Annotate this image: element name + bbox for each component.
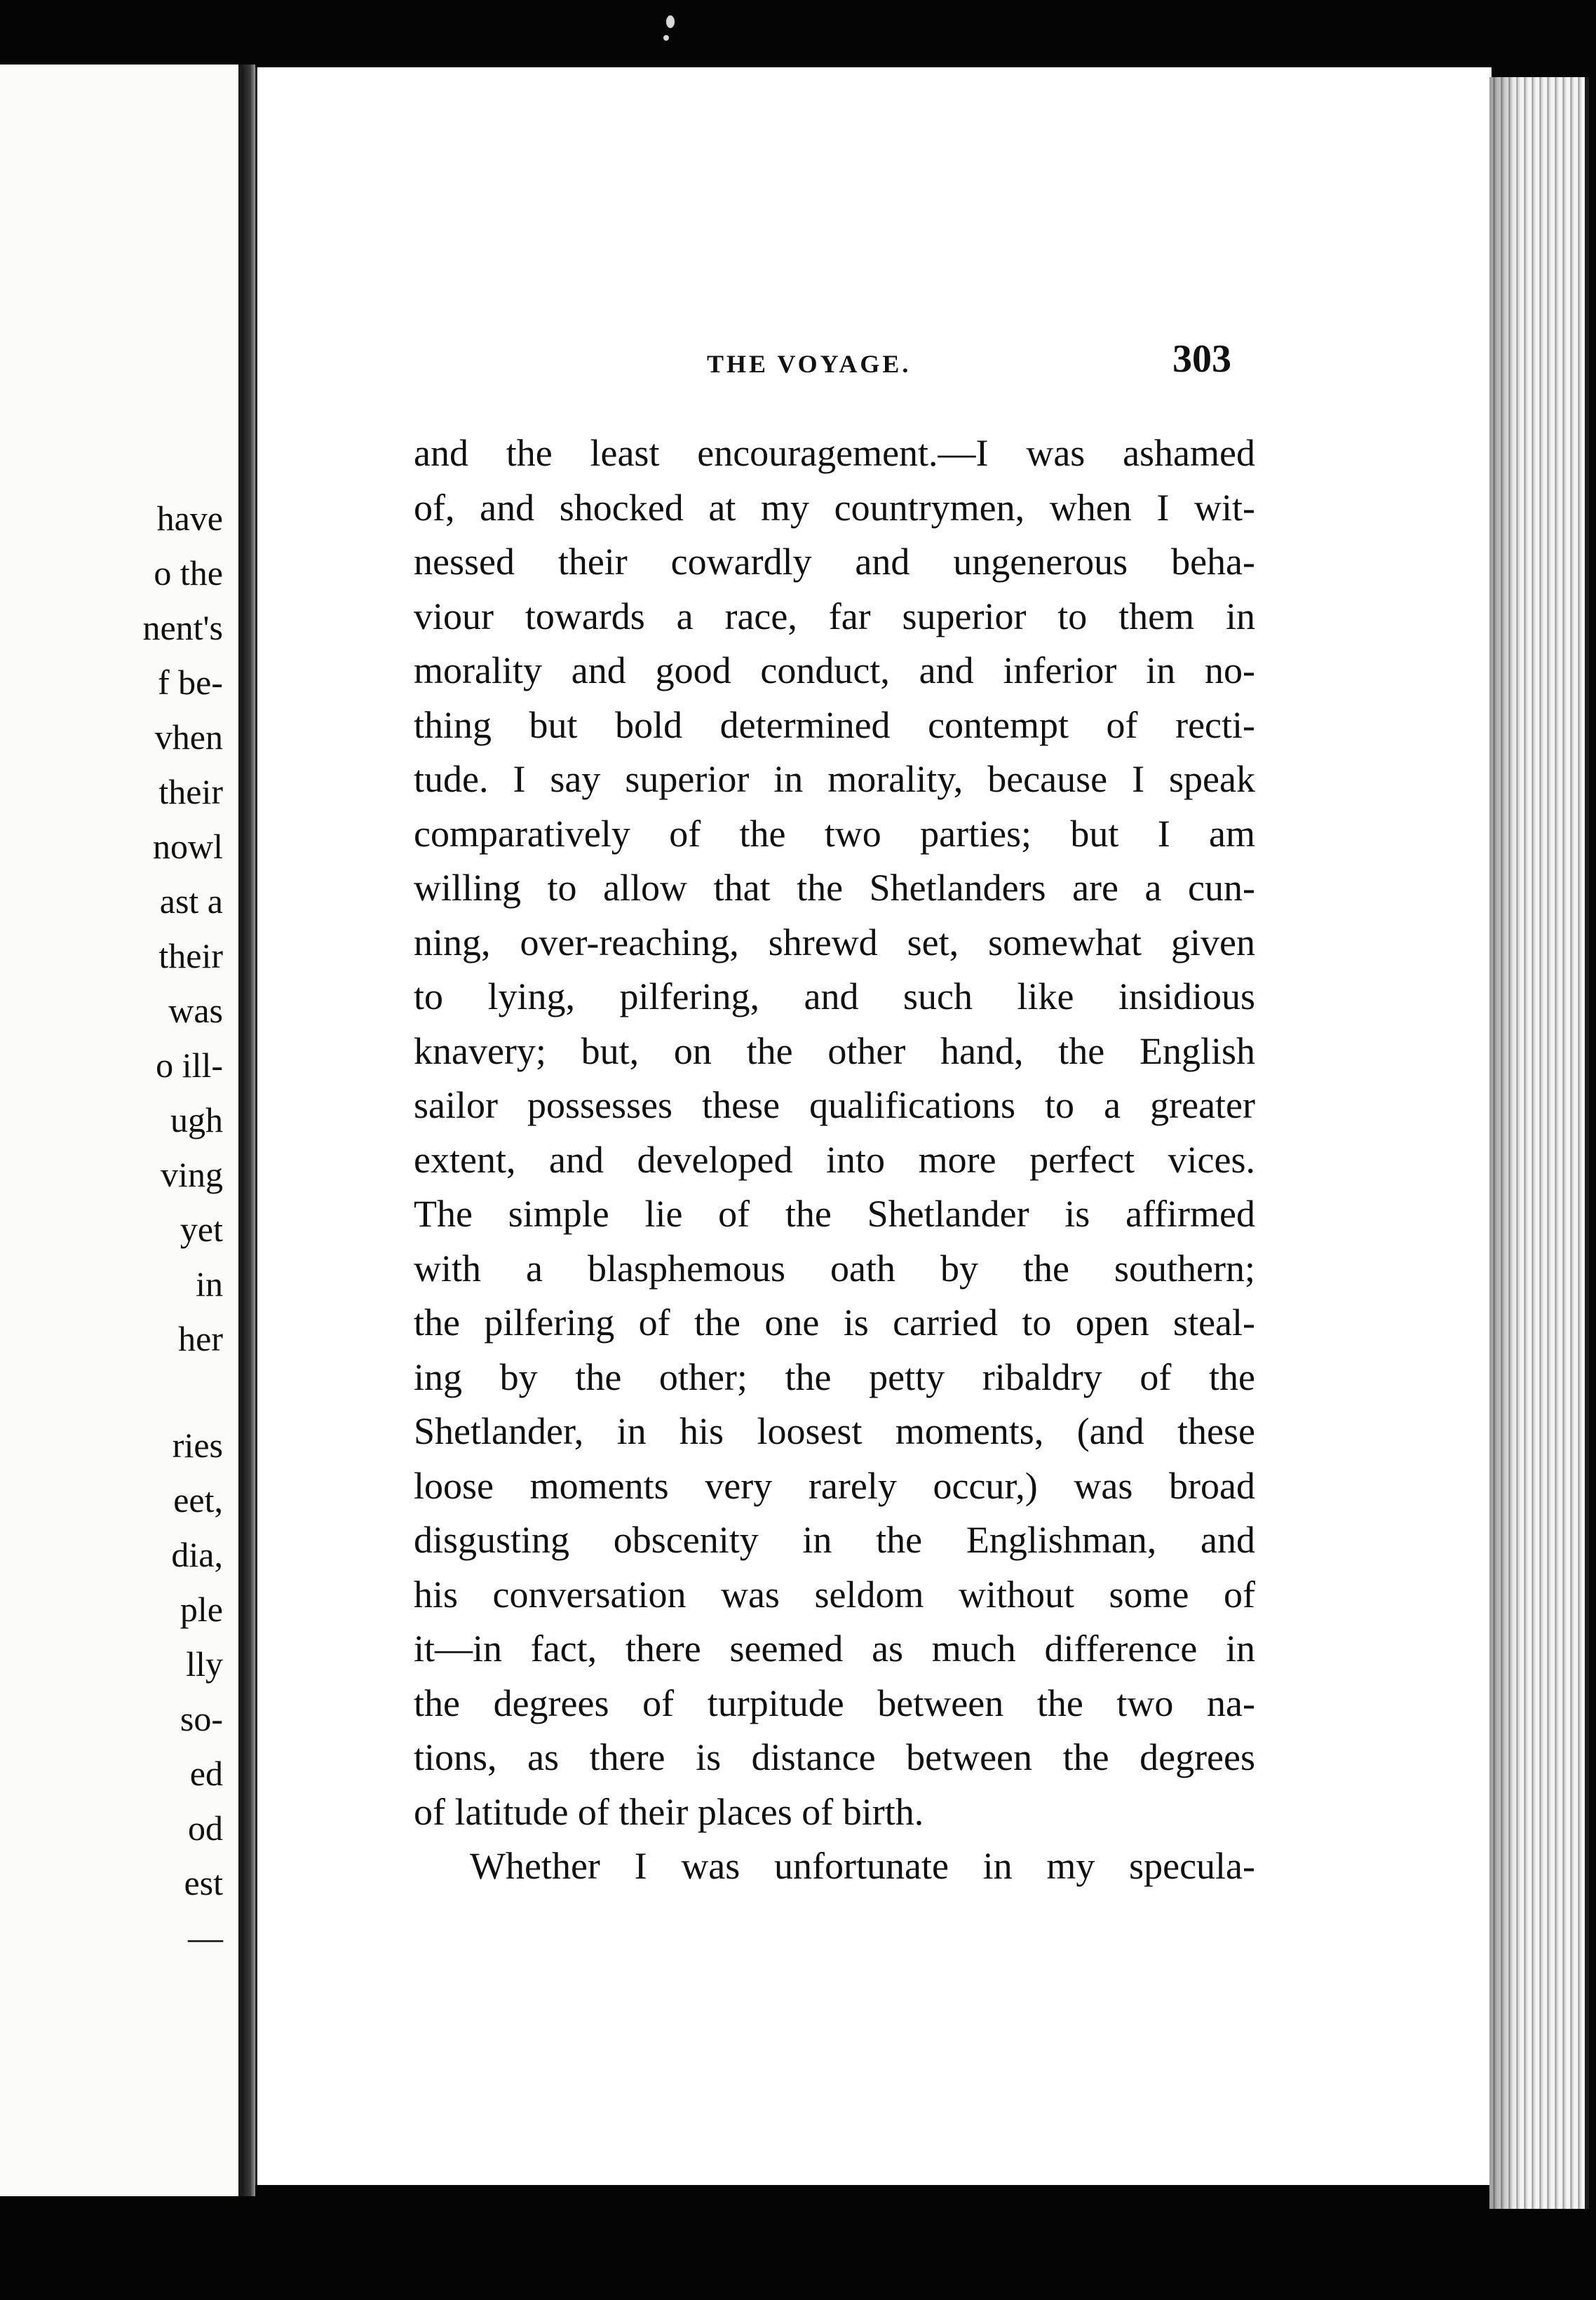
facing-page-fragment: lly <box>186 1644 223 1684</box>
scan-speck <box>663 35 669 41</box>
text-line: it—in fact, there seemed as much difference in <box>414 1628 1255 1670</box>
facing-page-fragment: ugh <box>170 1100 223 1139</box>
text-line: Shetlander, in his loosest moments, (and these <box>414 1410 1255 1452</box>
text-line: his conversation was seldom without some of <box>414 1573 1255 1616</box>
text-line: loose moments very rarely occur,) was broad <box>414 1464 1255 1507</box>
facing-page-fragment: est <box>184 1863 223 1902</box>
text-line: to lying, pilfering, and such like insidious <box>414 975 1255 1017</box>
text-line: of, and shocked at my countrymen, when I wit- <box>414 486 1255 529</box>
text-line: willing to allow that the Shetlanders are a cun- <box>414 867 1255 909</box>
facing-page-fragment: have <box>156 499 223 538</box>
text-line: extent, and developed into more perfect vices. <box>414 1138 1255 1181</box>
body-text <box>414 426 1255 1894</box>
text-line: viour towards a race, far superior to them in <box>414 595 1255 637</box>
text-line: with a blasphemous oath by the southern; <box>414 1247 1255 1290</box>
facing-page-fragment: so- <box>180 1699 223 1738</box>
scan-speck <box>666 15 675 28</box>
page-edge-shadow <box>1489 77 1517 2209</box>
facing-page-fragment: vhen <box>154 717 223 757</box>
facing-page-fragment: was <box>168 991 223 1030</box>
facing-page-fragment: their <box>158 772 223 811</box>
facing-page-fragment: ries <box>172 1426 223 1465</box>
facing-page-fragment: ed <box>189 1754 223 1793</box>
binding-gutter <box>243 65 255 2196</box>
facing-page-fragment: ple <box>180 1590 223 1629</box>
facing-page-fragment: f be- <box>158 663 223 702</box>
text-line: morality and good conduct, and inferior in no- <box>414 649 1255 691</box>
facing-page-fragment: od <box>188 1808 223 1848</box>
facing-page-fragment: nowl <box>153 827 223 866</box>
text-line: tude. I say superior in morality, because I speak <box>414 758 1255 800</box>
facing-page-fragment: dia, <box>171 1535 223 1574</box>
text-line: thing but bold determined contempt of recti- <box>414 703 1255 746</box>
facing-page-fragment: ving <box>161 1155 223 1194</box>
text-line: the degrees of turpitude between the two na- <box>414 1682 1255 1724</box>
text-line: The simple lie of the Shetlander is affirmed <box>414 1193 1255 1235</box>
page-edges <box>1489 77 1589 2209</box>
facing-page-fragment: — <box>188 1918 223 1957</box>
text-line: comparatively of the two parties; but I am <box>414 812 1255 855</box>
text-line: the pilfering of the one is carried to open steal- <box>414 1301 1255 1344</box>
text-line: knavery; but, on the other hand, the English <box>414 1029 1255 1072</box>
running-head: THE VOYAGE. <box>707 350 912 378</box>
text-line: sailor possesses these qualifications to a greater <box>414 1084 1255 1126</box>
facing-page-fragment: nent's <box>142 608 223 647</box>
facing-page-fragment: o the <box>154 553 223 593</box>
facing-page-fragment: eet, <box>173 1480 223 1520</box>
text-line-paragraph-end: of latitude of their places of birth. <box>414 1790 924 1833</box>
facing-page-fragment: her <box>178 1319 223 1358</box>
facing-page-fragment: their <box>158 936 223 975</box>
facing-page-fragment: yet <box>180 1210 223 1249</box>
text-line: tions, as there is distance between the degrees <box>414 1736 1255 1778</box>
facing-page-fragment: in <box>196 1264 223 1304</box>
text-line: and the least encouragement.—I was ashamed <box>414 432 1255 474</box>
text-line: ing by the other; the petty ribaldry of the <box>414 1355 1255 1398</box>
text-line: ning, over-reaching, shrewd set, somewhat given <box>414 921 1255 963</box>
page-number: 303 <box>1172 337 1231 381</box>
facing-page-fragment: o ill- <box>156 1046 223 1085</box>
text-line: disgusting obscenity in the Englishman, and <box>414 1519 1255 1561</box>
text-line: nessed their cowardly and ungenerous beha- <box>414 541 1255 583</box>
facing-page-fragment: ast a <box>159 881 223 921</box>
facing-page-left <box>0 65 243 2196</box>
paragraph-start-line: Whether I was unfortunate in my specula- <box>470 1845 1255 1887</box>
